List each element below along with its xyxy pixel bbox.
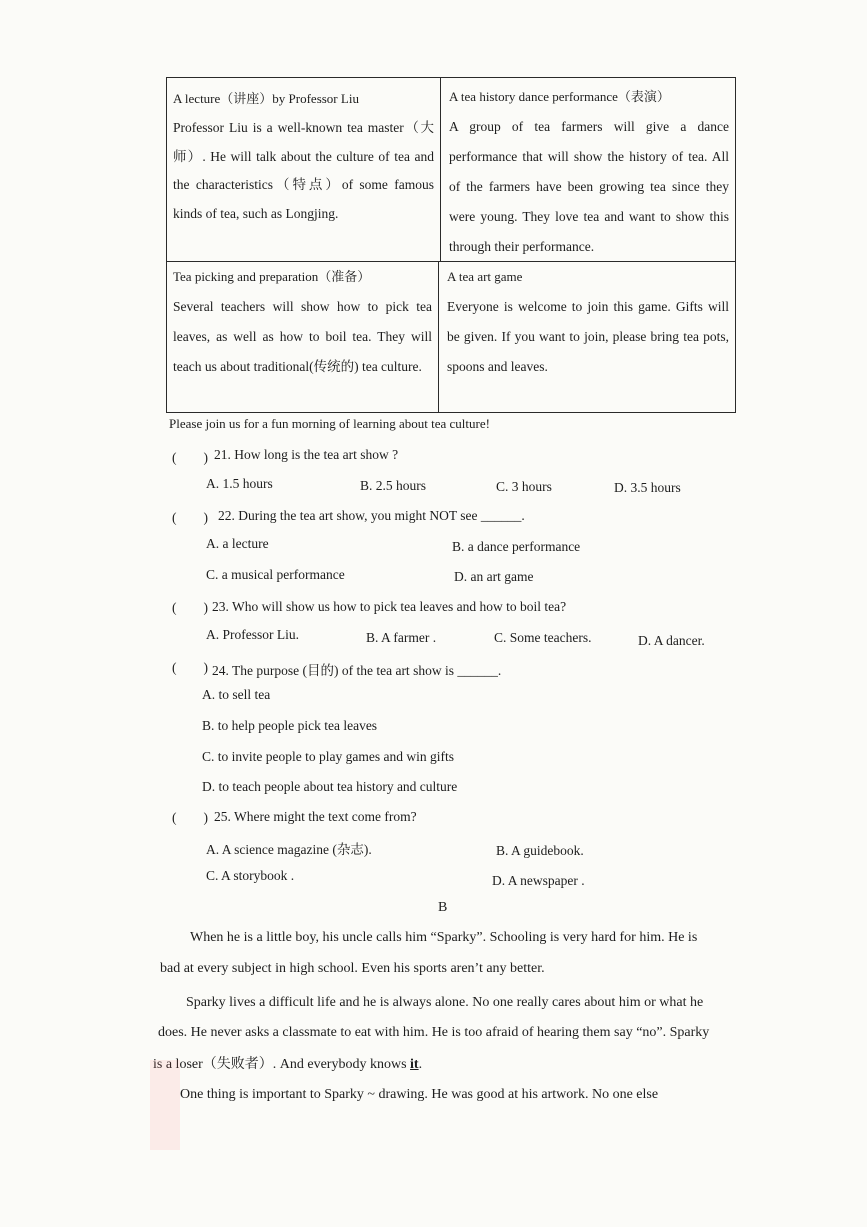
picking-title: Tea picking and preparation（准备） — [173, 269, 371, 284]
game-title: A tea art game — [447, 269, 523, 284]
option-d[interactable]: D. to teach people about tea history and culture — [202, 779, 458, 794]
passage-line: Sparky lives a difficult life and he is always alone. No one really cares about him or what he — [186, 995, 704, 1010]
option-c[interactable]: C. A storybook . — [206, 868, 295, 883]
dance-title: A tea history dance performance（表演） — [449, 89, 670, 104]
dance-cell — [441, 78, 735, 262]
passage-line — [153, 1053, 422, 1073]
answer-bracket[interactable]: ( ) — [172, 810, 208, 825]
underlined-word: it — [410, 1057, 419, 1072]
answer-bracket[interactable]: ( ) — [172, 510, 208, 525]
option-b[interactable]: B. 2.5 hours — [360, 478, 427, 493]
section-heading: B — [438, 900, 448, 915]
option-c[interactable]: C. a musical performance — [206, 567, 345, 582]
answer-bracket[interactable]: ( ) — [172, 450, 208, 465]
passage-line: does. He never asks a classmate to eat with him. He is too afraid of hearing them say “no”. Sparky — [158, 1025, 710, 1040]
option-a[interactable]: A. 1.5 hours — [206, 476, 273, 491]
passage-line: One thing is important to Sparky ~ drawing. He was good at his artwork. No one else — [180, 1087, 659, 1102]
question-22: 22. During the tea art show, you might NOT see ______. — [218, 508, 525, 523]
question-23: 23. Who will show us how to pick tea leaves and how to boil tea? — [212, 599, 567, 614]
picking-cell — [167, 262, 439, 412]
closing-line: Please join us for a fun morning of learning about tea culture! — [169, 416, 490, 431]
option-b[interactable]: B. a dance performance — [452, 539, 581, 554]
passage-line: When he is a little boy, his uncle calls him “Sparky”. Schooling is very hard for him. He is — [190, 930, 698, 945]
question-21: 21. How long is the tea art show ? — [214, 447, 399, 462]
option-d[interactable]: D. A newspaper . — [492, 873, 585, 888]
option-d[interactable]: D. an art game — [454, 569, 534, 584]
option-c[interactable]: C. 3 hours — [496, 479, 552, 494]
passage-text: . — [418, 1057, 423, 1072]
question-24: 24. The purpose (目的) of the tea art show is ______. — [212, 663, 502, 678]
option-a[interactable]: A. A science magazine (杂志). — [206, 842, 372, 857]
option-d[interactable]: D. A dancer. — [638, 633, 705, 648]
option-b[interactable]: B. to help people pick tea leaves — [202, 718, 378, 733]
option-a[interactable]: A. to sell tea — [202, 687, 271, 702]
picking-body: Several teachers will show how to pick tea leaves, as well as how to boil tea. They will teach us about traditional(传统的) tea culture. — [173, 299, 432, 374]
answer-bracket[interactable]: ( ) — [172, 660, 208, 675]
passage-line: bad at every subject in high school. Even his sports aren’t any better. — [160, 961, 545, 976]
passage-text: is a loser（失败者）. And everybody knows — [153, 1057, 411, 1072]
question-25: 25. Where might the text come from? — [214, 809, 417, 824]
lecture-title: A lecture（讲座）by Professor Liu — [173, 91, 359, 106]
tea-show-table — [166, 77, 736, 413]
game-cell — [439, 262, 735, 412]
option-c[interactable]: C. to invite people to play games and win gifts — [202, 749, 454, 764]
option-c[interactable]: C. Some teachers. — [494, 630, 592, 645]
option-a[interactable]: A. a lecture — [206, 536, 269, 551]
option-d[interactable]: D. 3.5 hours — [614, 480, 681, 495]
lecture-body: Professor Liu is a well-known tea master（大师）. He will talk about the culture of tea and the characteristics（特点）of some famous kinds of tea, such as Longjing. — [173, 120, 434, 221]
option-b[interactable]: B. A guidebook. — [496, 843, 584, 858]
paper-stain — [150, 1060, 180, 1150]
answer-bracket[interactable]: ( ) — [172, 600, 208, 615]
option-b[interactable]: B. A farmer . — [366, 630, 437, 645]
game-body: Everyone is welcome to join this game. Gifts will be given. If you want to join, please bring tea pots, spoons and leaves. — [447, 299, 729, 374]
option-a[interactable]: A. Professor Liu. — [206, 627, 299, 642]
dance-body: A group of tea farmers will give a dance performance that will show the history of tea. All of the farmers have been growing tea since they were young. They love tea and want to show this through their performance. — [449, 119, 729, 254]
lecture-cell — [167, 78, 441, 262]
